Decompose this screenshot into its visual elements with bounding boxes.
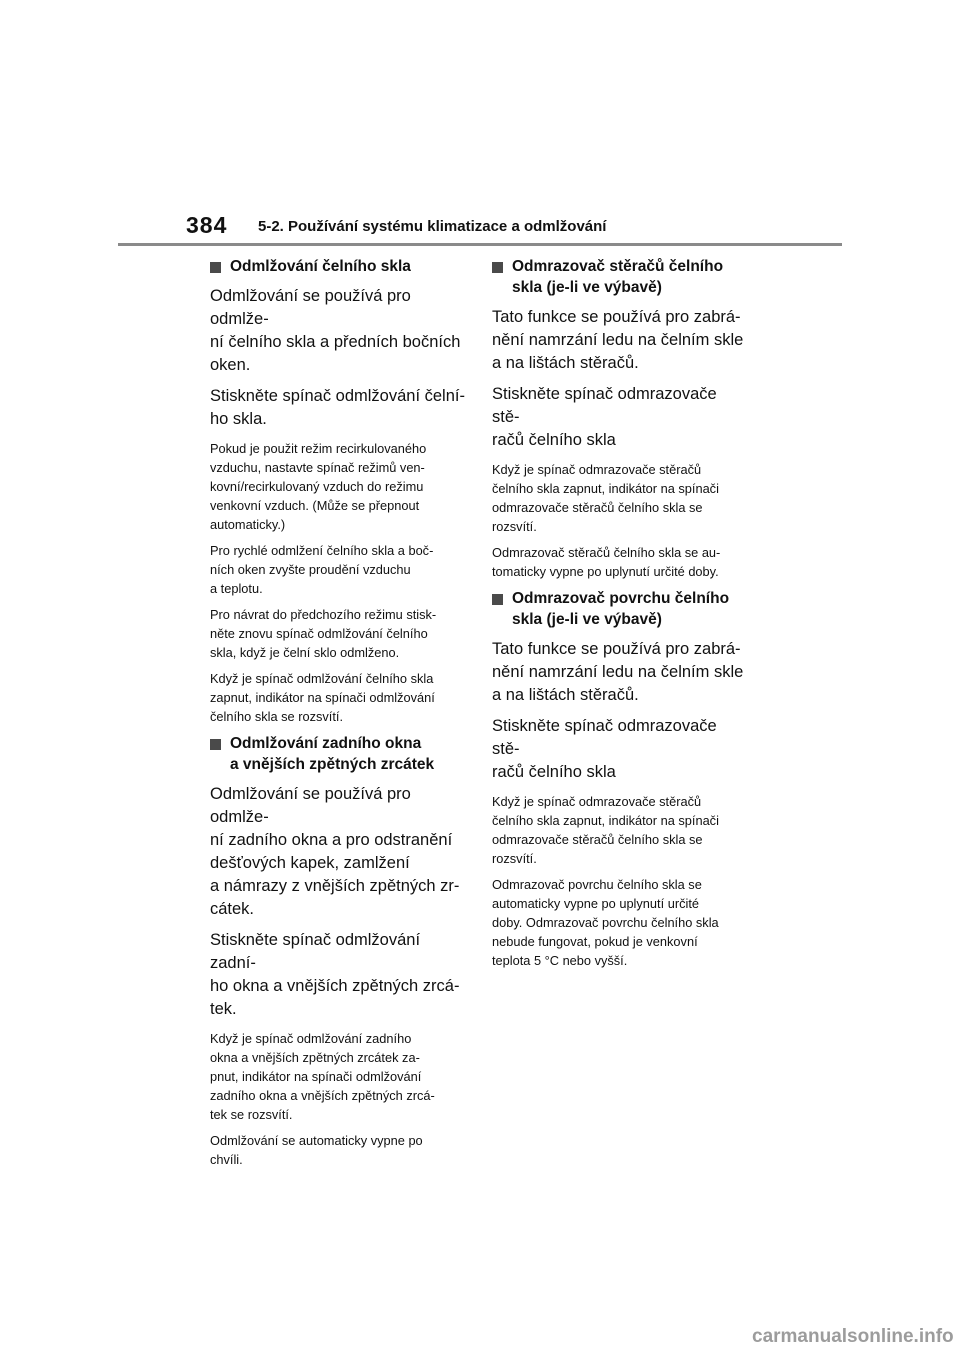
page-number: 384 bbox=[186, 212, 228, 238]
note-paragraph: Odmlžování se automaticky vypne po chvíli. bbox=[210, 1133, 423, 1167]
note-paragraph: Pro návrat do předchozího režimu stisk- něte znovu spínač odmlžování čelního skla, když je čelní sklo odmlženo. bbox=[210, 607, 437, 660]
section-heading-text: Odmrazovač stěračů čelního skla (je-li ve výbavě) bbox=[512, 258, 724, 296]
body-paragraph: Odmlžování se používá pro odmlže- ní čelního skla a předních bočních oken. bbox=[210, 287, 461, 374]
body-paragraph: Tato funkce se používá pro zabrá- nění namrzání ledu na čelním skle a na lištách stěračů. bbox=[492, 640, 744, 704]
body-paragraph: Stiskněte spínač odmlžování čelní- ho skla. bbox=[210, 387, 465, 428]
section-title: 5-2. Používání systému klimatizace a odmlžování bbox=[258, 218, 607, 235]
square-bullet-icon bbox=[492, 262, 503, 273]
note-paragraph: Když je spínač odmlžování zadního okna a vnějších zpětných zrcátek za- pnut, indikátor na spínači odmlžování zadního okna a vnějších zpětných zrcá- tek se rozsvítí. bbox=[210, 1031, 435, 1122]
right-column bbox=[492, 256, 748, 977]
body-paragraph: Tato funkce se používá pro zabrá- nění namrzání ledu na čelním skle a na lištách stěračů. bbox=[492, 308, 744, 372]
section-heading bbox=[210, 256, 466, 277]
left-column bbox=[210, 256, 466, 1176]
site-watermark: carmanualsonline.info bbox=[752, 1326, 954, 1347]
note-paragraph: Když je spínač odmrazovače stěračů čelního skla zapnut, indikátor na spínači odmrazovače stěračů čelního skla se rozsvítí. bbox=[492, 462, 719, 534]
body-paragraph: Stiskněte spínač odmrazovače stě- račů čelního skla bbox=[492, 717, 717, 781]
square-bullet-icon bbox=[210, 739, 221, 750]
note-paragraph: Odmrazovač povrchu čelního skla se automaticky vypne po uplynutí určité doby. Odmrazovač povrchu čelního skla nebude fungovat, pokud je venkovní teplota 5 °C nebo vyšší. bbox=[492, 877, 719, 968]
square-bullet-icon bbox=[210, 262, 221, 273]
note-paragraph: Když je spínač odmlžování čelního skla zapnut, indikátor na spínači odmlžování čelního skla se rozsvítí. bbox=[210, 671, 435, 724]
section-heading bbox=[492, 256, 748, 298]
note-paragraph: Odmrazovač stěračů čelního skla se au- tomaticky vypne po uplynutí určité doby. bbox=[492, 545, 721, 579]
section-heading bbox=[492, 588, 748, 630]
section-heading bbox=[210, 733, 466, 775]
section-heading-text: Odmlžování čelního skla bbox=[230, 258, 411, 275]
body-paragraph: Stiskněte spínač odmrazovače stě- račů čelního skla bbox=[492, 385, 717, 449]
header-divider bbox=[118, 243, 842, 246]
section-heading-text: Odmlžování zadního okna a vnějších zpětných zrcátek bbox=[230, 735, 435, 773]
body-paragraph: Stiskněte spínač odmlžování zadní- ho okna a vnějších zpětných zrcá- tek. bbox=[210, 931, 460, 1018]
section-heading-text: Odmrazovač povrchu čelního skla (je-li ve výbavě) bbox=[512, 590, 730, 628]
note-paragraph: Když je spínač odmrazovače stěračů čelního skla zapnut, indikátor na spínači odmrazovače stěračů čelního skla se rozsvítí. bbox=[492, 794, 719, 866]
note-paragraph: Pokud je použit režim recirkulovaného vzduchu, nastavte spínač režimů ven- kovní/recirkulovaný vzduch do režimu venkovní vzduch. (Může se přepnout automaticky.) bbox=[210, 441, 427, 532]
square-bullet-icon bbox=[492, 594, 503, 605]
note-paragraph: Pro rychlé odmlžení čelního skla a boč- ních oken zvyšte proudění vzduchu a teplotu. bbox=[210, 543, 434, 596]
body-paragraph: Odmlžování se používá pro odmlže- ní zadního okna a pro odstranění dešťových kapek, zamlžení a námrazy z vnějších zpětných zr- cátek. bbox=[210, 785, 460, 918]
